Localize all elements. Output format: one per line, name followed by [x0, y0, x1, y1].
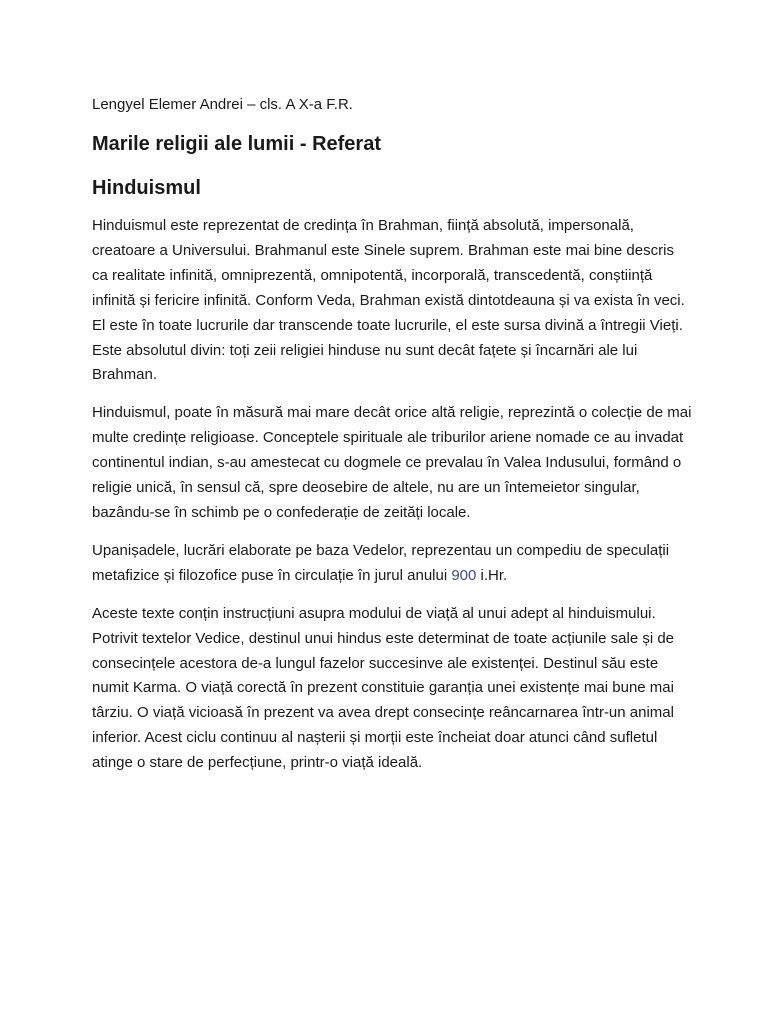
paragraph-brahman: Hinduismul este reprezentat de credința în Brahman, ființă absolută, impersonală, creatoare a Universului. Brahmanul este Sinele suprem. Brahman este mai bine descris ca realitate infinită, omniprezentă, omnipotentă, incorporală, transcedentă, conștiință infinită și fericire infinită. Conform Veda, Brahman există dintotdeauna și va exista în veci. El este în toate lucrurile dar transcende toate lucrurile, el este sursa divină a întregii Vieți. Este absolutul divin: toți zeii religiei hinduse nu sunt decât fațete și încarnări ale lui Brahman. [92, 217, 685, 384]
paragraph-karma: Aceste texte conțin instrucțiuni asupra modului de viață al unui adept al hinduismului. Potrivit textelor Vedice, destinul unui hindus este determinat de toate acțiunile sale și de consecințele acestora de-a lungul fazelor succesinve ale existenței. Destinul său este numit Karma. O viață corectă în prezent constituie garanția unei existențe mai bune mai târziu. O viață vicioasă în prezent va avea drept consecințe reâncarnarea într-un animal inferior. Acest ciclu continuu al nașterii și morții este încheiat doar atunci când sufletul atinge o stare de perfecțiune, printr-o viață ideală. [92, 604, 675, 772]
author-line: Lengyel Elemer Andrei – cls. A X-a F.R. [92, 96, 353, 113]
paragraph-religious-collection: Hinduismul, poate în măsură mai mare decât orice altă religie, reprezintă o colecție de mai multe credințe religioase. Conceptele spirituale ale triburilor ariene nomade ce au invadat continentul indian, s-au amestecat cu dogmele ce prevalau în Valea Indusului, formând o religie unică, în sensul că, spre deosebire de altele, nu are un întemeietor singular, bazându-se în schimb pe o confederație de zeități locale. [92, 404, 692, 521]
document-body [92, 94, 692, 789]
upanishads-text-after: i.Hr. [476, 566, 508, 584]
document-title: Marile religii ale lumii - Referat [92, 133, 381, 155]
paragraph-upanishads [92, 539, 692, 589]
section-title: Hinduismul [92, 177, 201, 199]
upanishads-text-before: Upanișadele, lucrări elaborate pe baza Vedelor, reprezentau un compediu de speculații metafizice și filozofice puse în circulație în jurul anului [92, 541, 670, 584]
year-value: 900 [451, 566, 477, 584]
